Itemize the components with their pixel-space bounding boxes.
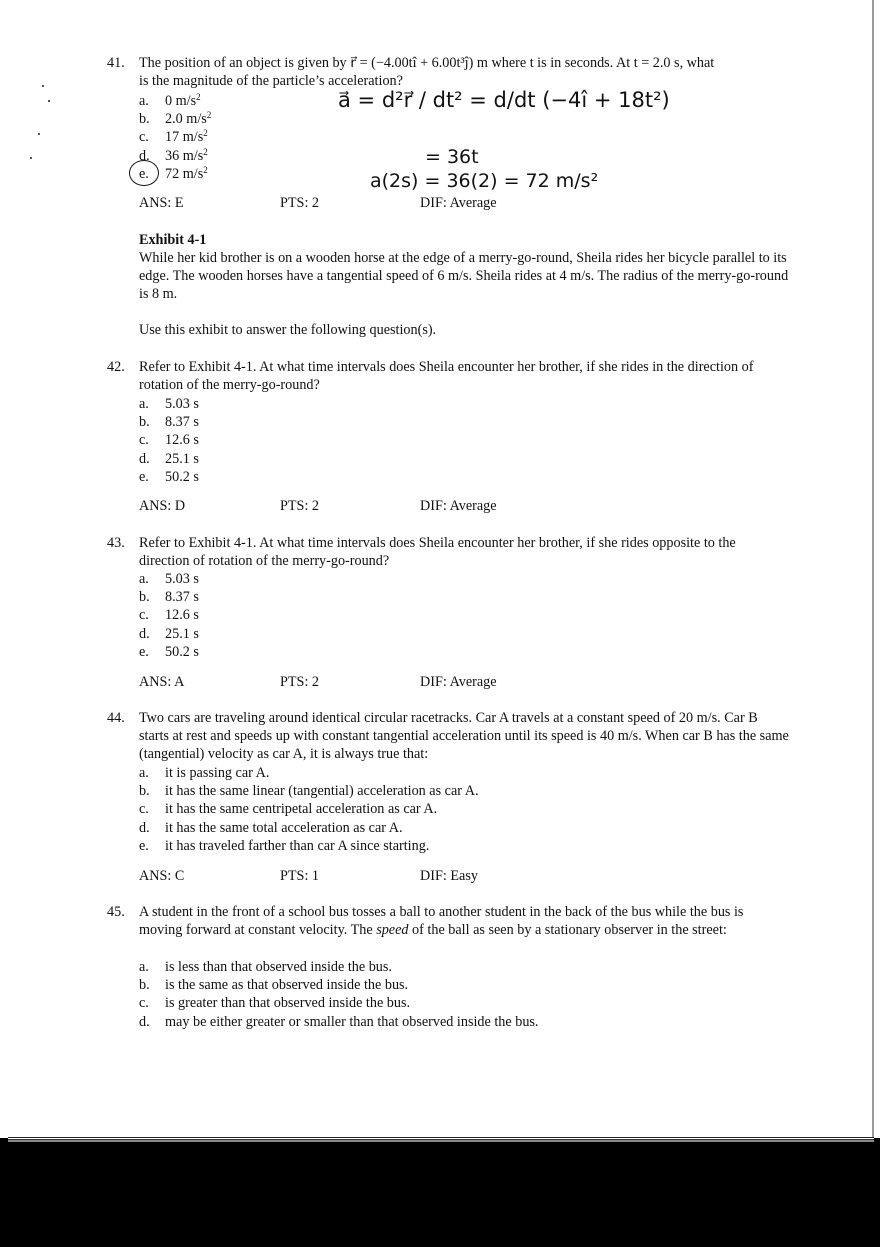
stem-text: of the ball as seen by a stationary observer in the street:: [408, 922, 727, 938]
choice-b: b. 8.37 s: [139, 589, 199, 606]
choice-b: b. 2.0 $m/s^2$: [139, 110, 212, 128]
difficulty: DIF: Average: [420, 498, 497, 514]
choice-list: [139, 395, 199, 486]
stem-text: is the magnitude of the particle’s acceleration?: [139, 73, 403, 89]
choice-b: b. is the same as that observed inside the bus.: [139, 977, 409, 994]
exhibit-body: While her kid brother is on a wooden horse at the edge of a merry-go-round, Sheila rides her bicycle parallel to its edge. The wooden horses have a tangential speed of 6 m/s. Sheila rides at 4 m/s. The radius of the merry-go-round is 8 m.: [139, 250, 789, 302]
answer-meta: [139, 673, 639, 691]
choice-d: d. 25.1 s: [139, 450, 199, 467]
question-stem: Refer to Exhibit 4-1. At what time intervals does Sheila encounter her brother, if she rides opposite to the direction of rotation of the merry-go-round?: [139, 535, 736, 569]
choice-a: a. 0 $m/s^2$: [139, 92, 201, 109]
stem-text: where t is in seconds. At t = 2.0 s, what: [487, 55, 715, 71]
answer-meta: [139, 867, 639, 885]
exhibit-4-1: [139, 231, 789, 339]
choice-e: e. 50.2 s: [139, 643, 199, 660]
scan-speck: [30, 157, 32, 159]
question-number: 45.: [107, 904, 125, 920]
choice-a: a. is less than that observed inside the bus.: [139, 959, 392, 975]
points: PTS: 1: [280, 868, 320, 884]
choice-d: d. it has the same total acceleration as car A.: [139, 819, 403, 836]
choice-c: c. 12.6 s: [139, 607, 199, 624]
exhibit-instruction: Use this exhibit to answer the following question(s).: [139, 322, 437, 338]
question-stem: [139, 903, 779, 939]
question-stem: Two cars are traveling around identical circular racetracks. Car A travels at a constant speed of 20 m/s. Car B starts at rest and speeds up with constant tangential acceleration until its speed is 40 m/s. When car B has the same (tangential) velocity as car A, it is always true that:: [139, 710, 789, 762]
answer-meta: [139, 497, 639, 515]
points: PTS: 2: [280, 674, 320, 690]
choice-list: [139, 958, 538, 1031]
difficulty: DIF: Easy: [420, 868, 478, 884]
choice-b: b. 8.37 s: [139, 414, 199, 431]
handwritten-evaluation: a(2s) = 36(2) = 72 m/s²: [370, 170, 599, 192]
choice-e: e. 72 $m/s^2$: [139, 164, 208, 182]
question-number: 42.: [107, 359, 125, 375]
choice-d: d. 36 $m/s^2$: [139, 146, 208, 164]
handwritten-derivative: a⃗ = d²r⃗ / dt² = d/dt (−4î + 18t²): [338, 88, 670, 112]
scan-edge-bottom: [8, 1137, 874, 1142]
choice-list: [139, 764, 479, 855]
choice-c: c. it has the same centripetal acceleration as car A.: [139, 801, 438, 818]
choice-d: d. 25.1 s: [139, 625, 199, 642]
question-stem: [139, 54, 794, 90]
stem-text: The position of an object is given by: [139, 55, 351, 71]
choice-d: d. may be either greater or smaller than that observed inside the bus.: [139, 1013, 539, 1030]
position-vector-formula: r⃗ = (−4.00tî + 6.00t³ĵ) m: [350, 55, 488, 71]
handwritten-result: = 36t: [425, 146, 479, 168]
handwritten-circle-mark: [129, 160, 159, 186]
choice-c: c. 12.6 s: [139, 432, 199, 449]
scan-edge-right: [872, 0, 874, 1138]
stem-text: A student in the front of a school bus tosses a ball to another student in the back of the bus while the bus is moving forward at constant velocity. The: [139, 904, 744, 938]
question-number: 43.: [107, 535, 125, 551]
scan-speck: [42, 85, 44, 87]
choice-e: e. 50.2 s: [139, 468, 199, 485]
points: PTS: 2: [280, 498, 320, 514]
choice-e: e. it has traveled farther than car A since starting.: [139, 837, 430, 854]
answer-key: ANS: C: [139, 868, 185, 884]
scan-speck: [48, 100, 50, 102]
stem-emphasis: speed: [376, 922, 409, 938]
choice-a: a. 5.03 s: [139, 396, 199, 412]
difficulty: DIF: Average: [420, 674, 497, 690]
difficulty: DIF: Average: [420, 195, 497, 211]
exhibit-title: Exhibit 4-1: [139, 232, 207, 248]
answer-meta: [139, 194, 639, 212]
points: PTS: 2: [280, 195, 320, 211]
question-stem: Refer to Exhibit 4-1. At what time intervals does Sheila encounter her brother, if she rides in the direction of rotation of the merry-go-round?: [139, 359, 754, 393]
answer-key: ANS: A: [139, 674, 185, 690]
question-number: 41.: [107, 55, 125, 71]
scan-speck: [38, 133, 40, 135]
answer-key: ANS: E: [139, 195, 184, 211]
choice-list: [139, 570, 199, 661]
answer-key: ANS: D: [139, 498, 186, 514]
choice-c: c. is greater than that observed inside the bus.: [139, 995, 411, 1012]
choice-c: c. 17 $m/s^2$: [139, 128, 208, 146]
choice-a: a. 5.03 s: [139, 571, 199, 587]
choice-b: b. it has the same linear (tangential) acceleration as car A.: [139, 783, 479, 800]
question-number: 44.: [107, 710, 125, 726]
choice-a: a. it is passing car A.: [139, 765, 270, 781]
